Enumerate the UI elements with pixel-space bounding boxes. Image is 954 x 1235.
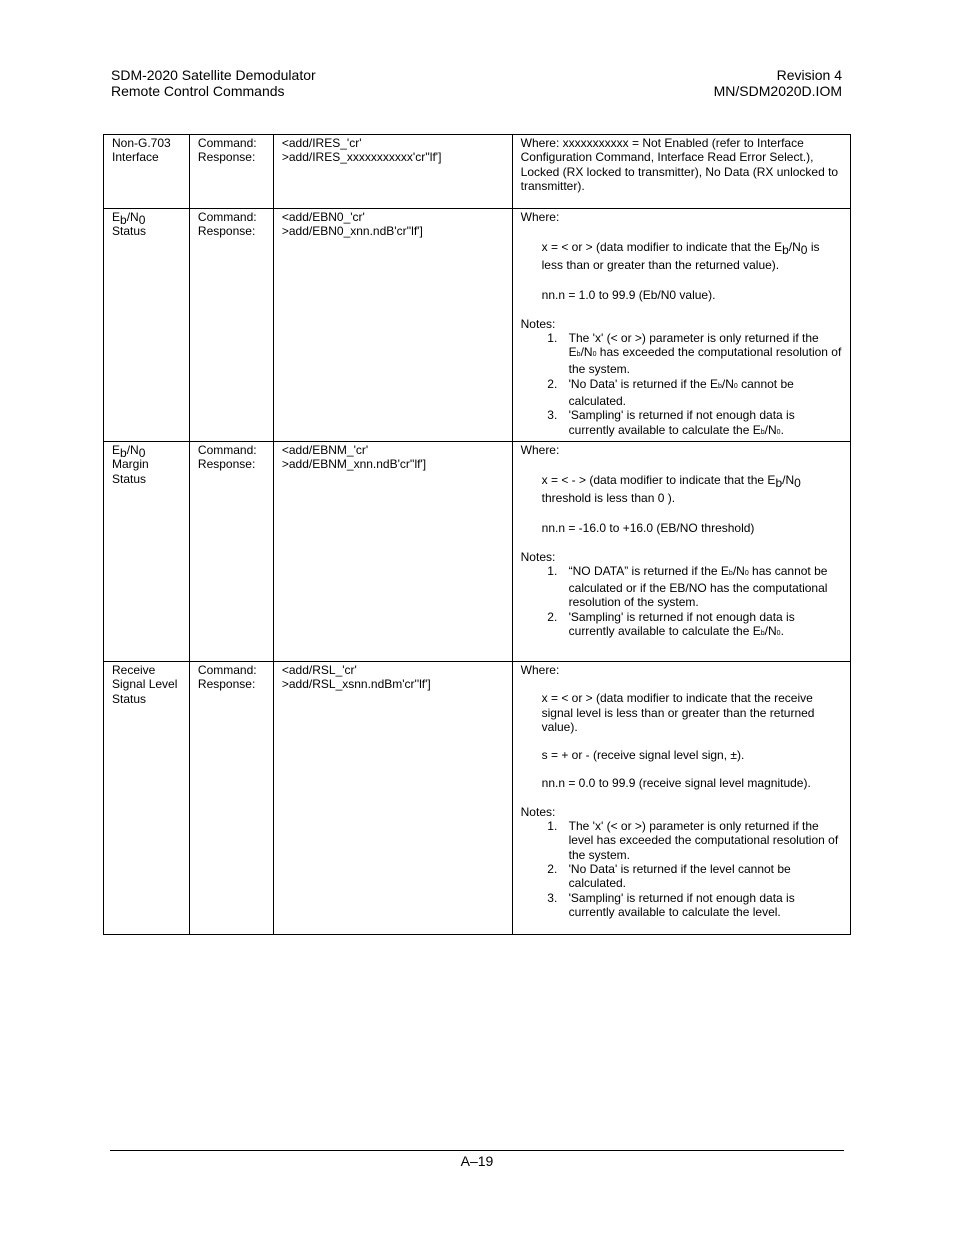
page-header-right bbox=[714, 67, 842, 99]
syntax-cell bbox=[273, 135, 512, 209]
x-definition: x = < or > (data modifier to indicate that the receive signal level is less than or greater than the returned value). bbox=[541, 691, 815, 734]
list-item: 1. The 'x' (< or >) parameter is only returned if the level has exceeded the computational resolution of the system. bbox=[561, 819, 843, 862]
parameter-cell: Receive Signal Level Status bbox=[104, 662, 190, 935]
table-row bbox=[104, 442, 851, 662]
label-cell: Command: Response: bbox=[189, 209, 273, 442]
label-cell: Command: Response: bbox=[189, 442, 273, 662]
x-definition: x = < or > (data modifier to indicate that the Eb/N0 is less than or greater than the returned value). bbox=[541, 240, 820, 273]
page-header-left bbox=[111, 67, 316, 99]
list-item: 1. The 'x' (< or >) parameter is only returned if the Eb/N0 has exceeded the computational resolution of the system. bbox=[561, 331, 843, 377]
parameter-cell: Eb/N0 Margin Status bbox=[104, 442, 190, 662]
page-number: A–19 bbox=[460, 1153, 494, 1169]
revision: Revision 4 bbox=[776, 67, 842, 83]
section-title: Remote Control Commands bbox=[111, 83, 285, 99]
response-syntax: >add/RSL_xsnn.ndBm'cr''lf'] bbox=[281, 677, 431, 692]
table-row bbox=[104, 662, 851, 935]
description-cell: Where: x = < - > (data modifier to indicate that the Eb/N0 threshold is less than 0 ). nn.n = -16.0 to +16.0 (EB/NO threshold) Notes: 1. “NO DATA” is returned if the Eb/N0 has cannot be calculated or if the EB/NO has the computational resolution of the system. 2. 'Sampling' is returned if not enough data is currently available to calculate the Eb/N0. bbox=[512, 442, 850, 662]
command-syntax: <add/EBNM_'cr' bbox=[281, 443, 369, 457]
response-syntax: >add/EBNM_xnn.ndB'cr''lf'] bbox=[281, 457, 427, 472]
list-item: 1. “NO DATA” is returned if the Eb/N0 has cannot be calculated or if the EB/NO has the computational resolution of the system. bbox=[561, 564, 843, 610]
syntax-cell bbox=[273, 442, 512, 662]
x-definition: x = < - > (data modifier to indicate that the Eb/N0 threshold is less than 0 ). bbox=[541, 473, 801, 506]
parameter-cell: Eb/N0 Status bbox=[104, 209, 190, 442]
list-item: 3. 'Sampling' is returned if not enough data is currently available to calculate the Eb/N0. bbox=[561, 408, 843, 440]
response-syntax: >add/EBN0_xnn.ndB'cr''lf'] bbox=[281, 224, 423, 239]
table-row bbox=[104, 135, 851, 209]
command-syntax: <add/EBN0_'cr' bbox=[281, 210, 365, 224]
description-cell: Where: x = < or > (data modifier to indicate that the Eb/N0 is less than or greater than the returned value). nn.n = 1.0 to 99.9 (Eb/N0 value). Notes: 1. The 'x' (< or >) parameter is only returned if the Eb/N0 has exceeded the computational resolution of the system. 2. 'No Data' is returned if the Eb/N0 cannot be calculated. 3. 'Sampling' is returned if not enough data is currently available to calculate the Eb/N0. bbox=[512, 209, 850, 442]
notes-list bbox=[521, 819, 843, 919]
command-syntax: <add/IRES_'cr' bbox=[281, 136, 362, 150]
label-cell: Command: Response: bbox=[189, 135, 273, 209]
footer-divider bbox=[110, 1150, 844, 1151]
label-cell: Command: Response: bbox=[189, 662, 273, 935]
s-definition: s = + or - (receive signal level sign, ±). bbox=[541, 748, 745, 763]
list-item: 2. 'No Data' is returned if the Eb/N0 cannot be calculated. bbox=[561, 377, 843, 409]
nn-definition: nn.n = 1.0 to 99.9 (Eb/N0 value). bbox=[541, 288, 716, 303]
list-item: 3. 'Sampling' is returned if not enough data is currently available to calculate the level. bbox=[561, 891, 843, 920]
response-syntax: >add/IRES_xxxxxxxxxxx'cr''lf'] bbox=[281, 150, 442, 165]
notes-list bbox=[521, 564, 843, 641]
nn-definition: nn.n = 0.0 to 99.9 (receive signal level magnitude). bbox=[541, 776, 811, 791]
command-table bbox=[103, 134, 851, 935]
description-cell bbox=[512, 135, 850, 209]
table-row bbox=[104, 209, 851, 442]
description: Where: xxxxxxxxxxx = Not Enabled (refer to Interface Configuration Command, Interface Read Error Select.), Locked (RX locked to transmitter), No Data (RX unlocked to transmitter). bbox=[520, 136, 839, 193]
description-cell: Where: x = < or > (data modifier to indicate that the receive signal level is less than or greater than the returned value). s = + or - (receive signal level sign, ±). nn.n = 0.0 to 99.9 (receive signal level magnitude). Notes: 1. The 'x' (< or >) parameter is only returned if the level has exceeded the computational resolution of the system. 2. 'No Data' is returned if the level cannot be calculated. 3. 'Sampling' is returned if not enough data is currently available to calculate the level. bbox=[512, 662, 850, 935]
syntax-cell bbox=[273, 662, 512, 935]
doc-title: SDM-2020 Satellite Demodulator bbox=[111, 67, 316, 83]
syntax-cell bbox=[273, 209, 512, 442]
nn-definition: nn.n = -16.0 to +16.0 (EB/NO threshold) bbox=[541, 521, 755, 536]
notes-list bbox=[521, 331, 843, 440]
list-item: 2. 'Sampling' is returned if not enough data is currently available to calculate the Eb/N0. bbox=[561, 610, 843, 642]
doc-number: MN/SDM2020D.IOM bbox=[713, 83, 842, 99]
command-syntax: <add/RSL_'cr' bbox=[281, 663, 357, 677]
parameter-cell: Non-G.703 Interface bbox=[104, 135, 190, 209]
list-item: 2. 'No Data' is returned if the level cannot be calculated. bbox=[561, 862, 843, 891]
